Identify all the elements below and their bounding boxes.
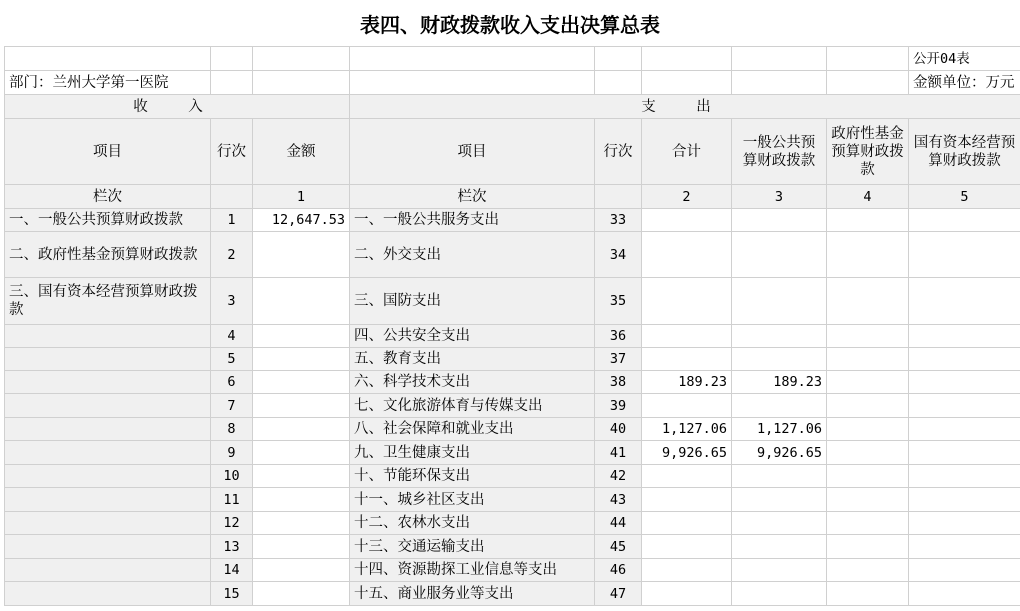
expense-general-budget[interactable]: 189.23: [732, 371, 827, 394]
col-header-state-capital[interactable]: 国有资本经营预算财政拨款: [909, 119, 1020, 185]
expense-header-text: 支 出: [641, 98, 729, 115]
income-amount[interactable]: [253, 465, 350, 488]
expense-line-no[interactable]: 43: [595, 488, 642, 512]
expense-state-capital[interactable]: [909, 371, 1020, 394]
table-row: [5, 371, 1020, 394]
expense-line-no[interactable]: 40: [595, 418, 642, 441]
expense-general-budget[interactable]: 9,926.65: [732, 441, 827, 465]
expense-line-no[interactable]: 33: [595, 209, 642, 232]
income-item[interactable]: [5, 582, 211, 606]
expense-general-budget[interactable]: [732, 465, 827, 488]
expense-line-no[interactable]: 35: [595, 278, 642, 325]
expense-total[interactable]: [642, 394, 732, 418]
cell-empty[interactable]: [350, 71, 595, 95]
unit-label[interactable]: 金额单位：万元: [909, 71, 1020, 95]
expense-gov-fund[interactable]: [827, 535, 909, 559]
table-row: [5, 209, 1020, 232]
col-header-income-item[interactable]: 项目: [5, 119, 211, 185]
cell-empty[interactable]: [350, 47, 595, 71]
income-amount[interactable]: [253, 278, 350, 325]
form-code[interactable]: 公开04表: [909, 47, 1020, 71]
income-line-no[interactable]: 10: [211, 465, 253, 488]
cell-empty[interactable]: [211, 185, 253, 209]
income-line-no[interactable]: 6: [211, 371, 253, 394]
expense-general-budget[interactable]: [732, 488, 827, 512]
expense-gov-fund[interactable]: [827, 394, 909, 418]
expense-total[interactable]: [642, 582, 732, 606]
income-item[interactable]: 一、一般公共预算财政拨款: [5, 209, 211, 232]
table-row: [5, 465, 1020, 488]
expense-gov-fund[interactable]: [827, 559, 909, 582]
table-row: [5, 559, 1020, 582]
income-amount[interactable]: [253, 348, 350, 371]
cell-empty[interactable]: [595, 185, 642, 209]
expense-state-capital[interactable]: [909, 512, 1020, 535]
income-line-no[interactable]: 11: [211, 488, 253, 512]
income-item[interactable]: [5, 465, 211, 488]
income-amount[interactable]: [253, 441, 350, 465]
income-item[interactable]: [5, 325, 211, 348]
table-row: [5, 512, 1020, 535]
expense-item[interactable]: 三、国防支出: [350, 278, 595, 325]
expense-general-budget[interactable]: 1,127.06: [732, 418, 827, 441]
income-item[interactable]: [5, 371, 211, 394]
col-header-general-budget[interactable]: 一般公共预算财政拨款: [732, 119, 827, 185]
expense-total[interactable]: 9,926.65: [642, 441, 732, 465]
expense-general-budget[interactable]: [732, 394, 827, 418]
income-item[interactable]: [5, 535, 211, 559]
expense-gov-fund[interactable]: [827, 371, 909, 394]
expense-item[interactable]: 六、科学技术支出: [350, 371, 595, 394]
cell-empty[interactable]: [595, 47, 642, 71]
expense-state-capital[interactable]: [909, 441, 1020, 465]
expense-line-no[interactable]: 44: [595, 512, 642, 535]
income-line-no[interactable]: 3: [211, 278, 253, 325]
expense-gov-fund[interactable]: [827, 278, 909, 325]
income-item[interactable]: 三、国有资本经营预算财政拨款: [5, 278, 211, 325]
cell-empty[interactable]: [253, 47, 350, 71]
expense-item[interactable]: 十一、城乡社区支出: [350, 488, 595, 512]
expense-item[interactable]: 十四、资源勘探工业信息等支出: [350, 559, 595, 582]
col-header-expense-item[interactable]: 项目: [350, 119, 595, 185]
cell-empty[interactable]: [253, 71, 350, 95]
expense-line-no[interactable]: 41: [595, 441, 642, 465]
table-row: [5, 582, 1020, 606]
column-index-3[interactable]: 3: [732, 185, 827, 209]
income-line-no[interactable]: 9: [211, 441, 253, 465]
expense-general-budget[interactable]: [732, 325, 827, 348]
expense-item[interactable]: 七、文化旅游体育与传媒支出: [350, 394, 595, 418]
expense-line-no[interactable]: 38: [595, 371, 642, 394]
expense-general-budget[interactable]: [732, 348, 827, 371]
expense-gov-fund[interactable]: [827, 209, 909, 232]
expense-total[interactable]: [642, 512, 732, 535]
income-line-no[interactable]: 12: [211, 512, 253, 535]
income-item[interactable]: [5, 418, 211, 441]
income-item[interactable]: [5, 441, 211, 465]
income-item[interactable]: [5, 348, 211, 371]
table-row: [5, 348, 1020, 371]
column-index-4[interactable]: 4: [827, 185, 909, 209]
income-line-no[interactable]: 15: [211, 582, 253, 606]
cell-empty[interactable]: [5, 47, 211, 71]
expense-gov-fund[interactable]: [827, 325, 909, 348]
income-amount[interactable]: [253, 582, 350, 606]
col-header-total[interactable]: 合计: [642, 119, 732, 185]
income-amount[interactable]: [253, 418, 350, 441]
table-row: [5, 441, 1020, 465]
income-amount[interactable]: 12,647.53: [253, 209, 350, 232]
expense-total[interactable]: 1,127.06: [642, 418, 732, 441]
expense-line-no[interactable]: 37: [595, 348, 642, 371]
expense-general-budget[interactable]: [732, 278, 827, 325]
expense-line-no[interactable]: 46: [595, 559, 642, 582]
income-line-no[interactable]: 7: [211, 394, 253, 418]
expense-state-capital[interactable]: [909, 232, 1020, 278]
expense-general-budget[interactable]: [732, 209, 827, 232]
expense-gov-fund[interactable]: [827, 441, 909, 465]
income-section-header[interactable]: [5, 95, 350, 119]
income-line-no[interactable]: 2: [211, 232, 253, 278]
income-line-no[interactable]: 4: [211, 325, 253, 348]
income-amount[interactable]: [253, 371, 350, 394]
sheet-title: 表四、财政拨款收入支出决算总表: [360, 12, 660, 37]
income-amount[interactable]: [253, 394, 350, 418]
expense-total[interactable]: [642, 278, 732, 325]
income-line-no[interactable]: 5: [211, 348, 253, 371]
expense-line-no[interactable]: 47: [595, 582, 642, 606]
income-line-no[interactable]: 14: [211, 559, 253, 582]
expense-total[interactable]: [642, 488, 732, 512]
income-item[interactable]: [5, 559, 211, 582]
expense-line-no[interactable]: 34: [595, 232, 642, 278]
budget-table: [4, 46, 1020, 606]
expense-item[interactable]: 五、教育支出: [350, 348, 595, 371]
expense-item[interactable]: 一、一般公共服务支出: [350, 209, 595, 232]
income-amount[interactable]: [253, 535, 350, 559]
column-index-1[interactable]: 1: [253, 185, 350, 209]
income-amount[interactable]: [253, 512, 350, 535]
income-amount[interactable]: [253, 488, 350, 512]
cell-empty[interactable]: [827, 47, 909, 71]
table-row: [5, 232, 1020, 278]
cell-empty[interactable]: [595, 71, 642, 95]
cell-empty[interactable]: [642, 47, 732, 71]
income-amount[interactable]: [253, 559, 350, 582]
expense-total[interactable]: 189.23: [642, 371, 732, 394]
col-header-amount[interactable]: 金额: [253, 119, 350, 185]
expense-line-no[interactable]: 42: [595, 465, 642, 488]
expense-state-capital[interactable]: [909, 465, 1020, 488]
col-header-income-line-no[interactable]: 行次: [211, 119, 253, 185]
income-line-no[interactable]: 13: [211, 535, 253, 559]
income-item[interactable]: 二、政府性基金预算财政拨款: [5, 232, 211, 278]
expense-state-capital[interactable]: [909, 209, 1020, 232]
expense-general-budget[interactable]: [732, 512, 827, 535]
expense-state-capital[interactable]: [909, 559, 1020, 582]
cell-empty[interactable]: [732, 47, 827, 71]
column-index-label[interactable]: 栏次: [5, 185, 211, 209]
expense-total[interactable]: [642, 232, 732, 278]
expense-item[interactable]: 二、外交支出: [350, 232, 595, 278]
expense-general-budget[interactable]: [732, 535, 827, 559]
expense-line-no[interactable]: 39: [595, 394, 642, 418]
income-line-no[interactable]: 1: [211, 209, 253, 232]
cell-empty[interactable]: [732, 71, 827, 95]
expense-item[interactable]: 四、公共安全支出: [350, 325, 595, 348]
col-header-expense-line-no[interactable]: 行次: [595, 119, 642, 185]
expense-total[interactable]: [642, 209, 732, 232]
expense-total[interactable]: [642, 325, 732, 348]
expense-gov-fund[interactable]: [827, 348, 909, 371]
table-row: [5, 325, 1020, 348]
column-index-5[interactable]: 5: [909, 185, 1020, 209]
income-item[interactable]: [5, 512, 211, 535]
expense-line-no[interactable]: 36: [595, 325, 642, 348]
table-row: [5, 418, 1020, 441]
column-index-2[interactable]: 2: [642, 185, 732, 209]
expense-item[interactable]: 九、卫生健康支出: [350, 441, 595, 465]
expense-state-capital[interactable]: [909, 394, 1020, 418]
expense-state-capital[interactable]: [909, 582, 1020, 606]
expense-gov-fund[interactable]: [827, 418, 909, 441]
expense-state-capital[interactable]: [909, 278, 1020, 325]
cell-empty[interactable]: [642, 71, 732, 95]
expense-item[interactable]: 十五、商业服务业等支出: [350, 582, 595, 606]
col-header-gov-fund[interactable]: 政府性基金预算财政拨款: [827, 119, 909, 185]
expense-general-budget[interactable]: [732, 582, 827, 606]
table-row: [5, 488, 1020, 512]
expense-state-capital[interactable]: [909, 488, 1020, 512]
expense-item[interactable]: 八、社会保障和就业支出: [350, 418, 595, 441]
expense-gov-fund[interactable]: [827, 232, 909, 278]
table-row: [5, 535, 1020, 559]
income-item[interactable]: [5, 488, 211, 512]
column-index-label-2[interactable]: 栏次: [350, 185, 595, 209]
expense-state-capital[interactable]: [909, 535, 1020, 559]
table-row: [5, 394, 1020, 418]
expense-gov-fund[interactable]: [827, 488, 909, 512]
cell-empty[interactable]: [827, 71, 909, 95]
expense-gov-fund[interactable]: [827, 582, 909, 606]
income-amount[interactable]: [253, 325, 350, 348]
income-item[interactable]: [5, 394, 211, 418]
table-row: [5, 278, 1020, 325]
expense-total[interactable]: [642, 465, 732, 488]
department-label[interactable]: 部门：兰州大学第一医院: [5, 71, 211, 95]
expense-total[interactable]: [642, 559, 732, 582]
expense-item[interactable]: 十二、农林水支出: [350, 512, 595, 535]
expense-state-capital[interactable]: [909, 418, 1020, 441]
expense-total[interactable]: [642, 348, 732, 371]
cell-empty[interactable]: [211, 71, 253, 95]
expense-item[interactable]: 十三、交通运输支出: [350, 535, 595, 559]
expense-state-capital[interactable]: [909, 348, 1020, 371]
income-amount[interactable]: [253, 232, 350, 278]
cell-empty[interactable]: [211, 47, 253, 71]
expense-total[interactable]: [642, 535, 732, 559]
expense-state-capital[interactable]: [909, 325, 1020, 348]
expense-section-header[interactable]: [350, 95, 1020, 119]
expense-gov-fund[interactable]: [827, 512, 909, 535]
expense-general-budget[interactable]: [732, 559, 827, 582]
income-header-text: 收 入: [133, 98, 221, 115]
expense-general-budget[interactable]: [732, 232, 827, 278]
expense-gov-fund[interactable]: [827, 465, 909, 488]
expense-item[interactable]: 十、节能环保支出: [350, 465, 595, 488]
expense-line-no[interactable]: 45: [595, 535, 642, 559]
income-line-no[interactable]: 8: [211, 418, 253, 441]
